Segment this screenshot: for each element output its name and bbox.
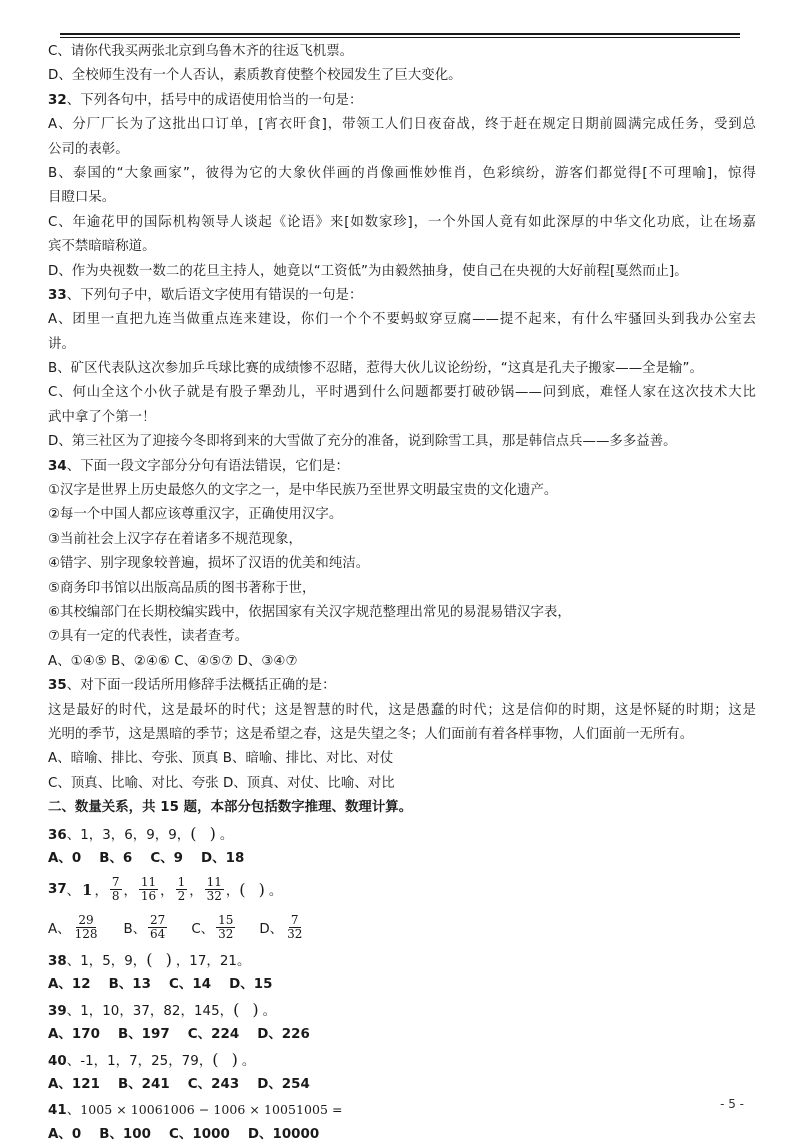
denominator: 32 bbox=[218, 927, 234, 941]
denominator: 128 bbox=[74, 927, 98, 941]
numerator: 15 bbox=[218, 913, 234, 927]
fraction bbox=[110, 876, 122, 903]
sequence: 、1，5，9， bbox=[66, 953, 147, 969]
punct: 、 bbox=[66, 1102, 81, 1118]
numerator: 27 bbox=[150, 913, 166, 927]
denominator: 8 bbox=[111, 889, 120, 903]
text-line bbox=[48, 138, 756, 162]
question-stem bbox=[48, 1047, 756, 1072]
numerator: 11 bbox=[206, 875, 222, 889]
question-number: 32 bbox=[48, 92, 67, 108]
line-text: A、①④⑤ B、②④⑥ C、④⑤⑦ D、③④⑦ bbox=[48, 653, 298, 669]
question-number: 40 bbox=[48, 1053, 67, 1069]
line-text: C、何山全这个小伙子就是有股子犟劲儿，平时遇到什么问题都要打破砂锅——问到底，难怪人家在这次技术大比 bbox=[48, 385, 756, 401]
sequence: 、1，3，6，9，9， bbox=[66, 827, 191, 843]
answer-option bbox=[191, 914, 237, 941]
text-line bbox=[48, 577, 756, 601]
answer-blank: ( ) bbox=[233, 999, 263, 1019]
text-line bbox=[48, 186, 756, 210]
text-line bbox=[48, 430, 756, 454]
text-body bbox=[48, 40, 756, 1147]
answer-option: D、18 bbox=[201, 850, 245, 866]
text-line bbox=[48, 381, 756, 405]
line-text: ③当前社会上汉字存在着诸多不规范现象， bbox=[48, 531, 302, 547]
line-text: A、分厂厂长为了这批出口订单，[宵衣旰食]，带领工人们日夜奋战，终于赶在规定日期前圆满完成任务，受到总 bbox=[48, 117, 756, 133]
text-line bbox=[48, 772, 756, 796]
comma: ， bbox=[160, 884, 174, 899]
answer-option: A、12 bbox=[48, 976, 91, 992]
text-line bbox=[48, 552, 756, 576]
answer-option bbox=[48, 914, 101, 941]
answer-option: B、100 bbox=[99, 1126, 152, 1142]
question-number: 41 bbox=[48, 1102, 67, 1118]
text-line bbox=[48, 260, 756, 284]
line-text: B、矿区代表队这次参加乒乓球比赛的成绩惨不忍睹，惹得大伙儿议论纷纷，“这真是孔夫子搬家——全是输”。 bbox=[48, 361, 703, 377]
sequence: ，17，21。 bbox=[175, 953, 251, 969]
comma: ， bbox=[189, 884, 203, 899]
denominator: 2 bbox=[177, 889, 186, 903]
line-text: D、第三社区为了迎接今冬即将到来的大雪做了充分的准备，说到除雪工具，那是韩信点兵——多多益善。 bbox=[48, 434, 677, 450]
answer-blank: ( ) bbox=[190, 823, 220, 843]
line-text: C、顶真、比喻、对比、夸张 D、顶真、对仗、比喻、对比 bbox=[48, 775, 395, 791]
header-rule-thick bbox=[60, 33, 740, 35]
text-line bbox=[48, 650, 756, 674]
comma: ， bbox=[225, 884, 240, 899]
text-line bbox=[48, 162, 756, 186]
question-number: 39 bbox=[48, 1003, 67, 1019]
line-text: 目瞪口呆。 bbox=[48, 190, 116, 206]
answer-options bbox=[48, 972, 756, 997]
line-text: 讲。 bbox=[48, 336, 75, 352]
answer-blank: ( ) bbox=[146, 949, 176, 969]
text-line bbox=[48, 796, 756, 820]
answer-options bbox=[48, 846, 756, 871]
line-text: ②每一个中国人都应该尊重汉字，正确使用汉字。 bbox=[48, 507, 343, 523]
text-line bbox=[48, 601, 756, 625]
line-text: B、泰国的“大象画家”，彼得为它的大象伙伴画的肖像画惟妙惟肖，色彩缤纷，游客们都觉得[不可理喻]，惊得 bbox=[48, 165, 756, 181]
line-text: 武中拿了个第一！ bbox=[48, 409, 156, 425]
answer-option: C、14 bbox=[169, 976, 212, 992]
line-text: ①汉字是世界上历史最悠久的文字之一，是中华民族乃至世界文明最宝贵的文化遗产。 bbox=[48, 483, 558, 499]
answer-options bbox=[48, 1022, 756, 1047]
punct: 。 bbox=[268, 884, 283, 899]
answer-option: A、170 bbox=[48, 1026, 100, 1042]
question-stem bbox=[48, 455, 756, 479]
question-number: 33 bbox=[48, 287, 67, 303]
text-line bbox=[48, 528, 756, 552]
answer-options bbox=[48, 909, 756, 947]
line-text: 公司的表彰。 bbox=[48, 141, 129, 157]
denominator: 32 bbox=[287, 927, 303, 941]
line-text: D、作为央视数一数二的花旦主持人，她竟以“工资低”为由毅然抽身，使自己在央视的大好前程[戛然而止]。 bbox=[48, 263, 688, 279]
answer-option: B、241 bbox=[117, 1076, 170, 1092]
answer-option: D、226 bbox=[257, 1026, 310, 1042]
line-text: C、请你代我买两张北京到乌鲁木齐的往返飞机票。 bbox=[48, 44, 354, 59]
text-line bbox=[48, 64, 756, 88]
question-stem bbox=[48, 997, 756, 1022]
option-label: C、 bbox=[191, 922, 215, 937]
question-number: 38 bbox=[48, 953, 67, 969]
math-expression: 1005 × 10061006 − 1006 × 10051005 = bbox=[80, 1101, 343, 1117]
line-text: C、年逾花甲的国际机构领导人谈起《论语》来[如数家珍]，一个外国人竟有如此深厚的中华文化功底，让在场嘉 bbox=[48, 214, 756, 230]
answer-option: A、121 bbox=[48, 1076, 100, 1092]
sequence: 、-1，1，7，25，79， bbox=[66, 1053, 213, 1069]
punct: 。 bbox=[219, 827, 234, 843]
line-text: 二、数量关系，共 15 题，本部分包括数字推理、数理计算。 bbox=[48, 800, 413, 816]
text-line bbox=[48, 747, 756, 771]
header-rule-thin bbox=[60, 37, 740, 38]
option-label: A、 bbox=[48, 922, 71, 937]
answer-option: B、6 bbox=[99, 850, 133, 866]
fraction bbox=[73, 914, 100, 941]
comma: ， bbox=[94, 884, 108, 899]
line-text: 、下列各句中，括号中的成语使用恰当的一句是： bbox=[66, 92, 363, 108]
answer-option bbox=[123, 914, 169, 941]
text-line bbox=[48, 113, 756, 137]
numerator: 7 bbox=[111, 875, 120, 889]
answer-option: B、13 bbox=[108, 976, 152, 992]
fraction bbox=[216, 914, 235, 941]
text-line bbox=[48, 503, 756, 527]
answer-options bbox=[48, 1072, 756, 1097]
answer-blank: ( ) bbox=[212, 1049, 242, 1069]
answer-option bbox=[259, 914, 306, 941]
text-line bbox=[48, 723, 756, 747]
text-line bbox=[48, 625, 756, 649]
question-stem bbox=[48, 871, 756, 909]
page-number: - 5 - bbox=[720, 1097, 744, 1111]
question-number: 35 bbox=[48, 678, 67, 694]
answer-blank: ( ) bbox=[239, 880, 269, 899]
answer-options bbox=[48, 1122, 756, 1147]
answer-option: B、197 bbox=[117, 1026, 170, 1042]
answer-option: D、15 bbox=[229, 976, 273, 992]
option-label: D、 bbox=[259, 922, 284, 937]
line-text: A、暗喻、排比、夸张、顶真 B、暗喻、排比、对比、对仗 bbox=[48, 751, 394, 767]
question-stem bbox=[48, 821, 756, 846]
answer-option: C、9 bbox=[150, 850, 183, 866]
sequence: 、1，10，37，82，145， bbox=[66, 1003, 234, 1019]
question-stem bbox=[48, 947, 756, 972]
question-number: 37 bbox=[48, 882, 67, 897]
option-label: B、 bbox=[123, 922, 147, 937]
text-line bbox=[48, 479, 756, 503]
fraction bbox=[139, 876, 158, 903]
question-number: 36 bbox=[48, 827, 67, 843]
line-text: 、对下面一段话所用修辞手法概括正确的是： bbox=[66, 678, 336, 694]
sequence-term: 1 bbox=[82, 880, 93, 899]
line-text: 宾不禁暗暗称道。 bbox=[48, 239, 156, 255]
line-text: ⑤商务印书馆以出版高品质的图书著称于世， bbox=[48, 580, 316, 596]
text-line bbox=[48, 357, 756, 381]
text-line bbox=[48, 333, 756, 357]
line-text: 、下面一段文字部分分句有语法错误，它们是： bbox=[66, 458, 350, 474]
numerator: 1 bbox=[177, 875, 186, 889]
answer-option: D、10000 bbox=[247, 1126, 320, 1142]
denominator: 16 bbox=[140, 889, 157, 903]
line-text: ⑥其校编部门在长期校编实践中，依据国家有关汉字规范整理出常见的易混易错汉字表， bbox=[48, 604, 571, 620]
denominator: 32 bbox=[206, 889, 222, 903]
text-line bbox=[48, 235, 756, 259]
line-text: 光明的季节，这是黑暗的季节；这是希望之春，这是失望之冬；人们面前有着各样事物，人们面前一无所有。 bbox=[48, 726, 694, 742]
fraction bbox=[176, 876, 188, 903]
line-text: ④错字、别字现象较普遍，损坏了汉语的优美和纯洁。 bbox=[48, 556, 370, 572]
text-line bbox=[48, 699, 756, 723]
line-text: A、团里一直把九连当做重点连来建设，你们一个个不要蚂蚁穿豆腐——提不起来，有什么牢骚回头到我办公室去 bbox=[48, 312, 756, 328]
text-line bbox=[48, 406, 756, 430]
answer-option: C、1000 bbox=[169, 1126, 230, 1142]
denominator: 64 bbox=[150, 927, 166, 941]
question-stem bbox=[48, 1097, 756, 1122]
comma: ， bbox=[123, 884, 137, 899]
line-text: D、全校师生没有一个人否认，素质教育使整个校园发生了巨大变化。 bbox=[48, 68, 462, 84]
line-text: 这是最好的时代，这是最坏的时代；这是智慧的时代，这是愚蠢的时代；这是信仰的时期，这是怀疑的时期；这是 bbox=[48, 702, 756, 718]
punct: 。 bbox=[262, 1003, 277, 1019]
question-stem bbox=[48, 284, 756, 308]
fraction bbox=[285, 914, 304, 941]
answer-option: A、0 bbox=[48, 850, 82, 866]
punct: 。 bbox=[241, 1053, 256, 1069]
question-number: 34 bbox=[48, 458, 67, 474]
line-text: 、下列句子中，歇后语文字使用有错误的一句是： bbox=[66, 287, 363, 303]
question-stem bbox=[48, 89, 756, 113]
fraction bbox=[205, 876, 224, 903]
answer-option: C、243 bbox=[187, 1076, 240, 1092]
text-line bbox=[48, 40, 756, 64]
numerator: 11 bbox=[140, 875, 157, 889]
answer-option: D、254 bbox=[257, 1076, 310, 1092]
line-text: ⑦具有一定的代表性，读者查考。 bbox=[48, 629, 249, 645]
answer-option: C、224 bbox=[187, 1026, 240, 1042]
text-line bbox=[48, 308, 756, 332]
numerator: 7 bbox=[290, 913, 299, 927]
answer-option: A、0 bbox=[48, 1126, 82, 1142]
numerator: 29 bbox=[78, 913, 94, 927]
fraction bbox=[148, 914, 167, 941]
question-stem bbox=[48, 674, 756, 698]
punct: 、 bbox=[66, 884, 81, 899]
text-line bbox=[48, 211, 756, 235]
